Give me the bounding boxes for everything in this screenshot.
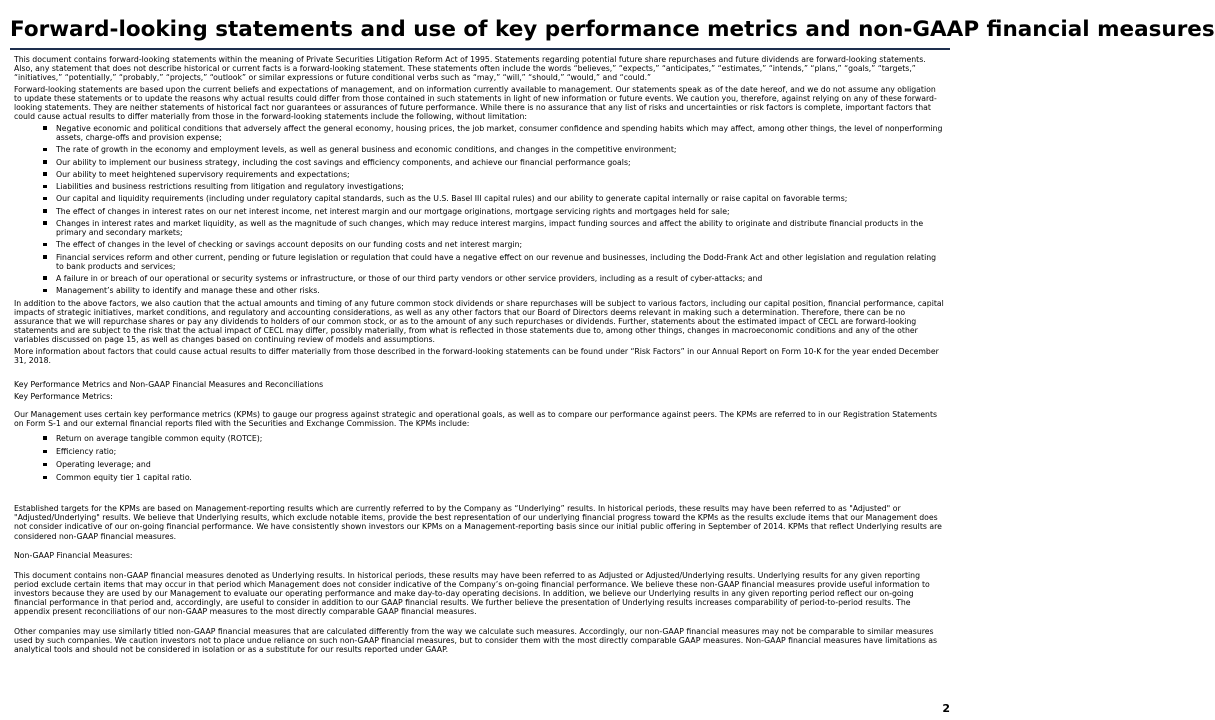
list-item: Liabilities and business restrictions resulting from litigation and regulatory investigations; — [56, 182, 944, 191]
non-gaap-heading: Non-GAAP Financial Measures: — [14, 551, 133, 561]
non-gaap-comparability-paragraph: Other companies may use similarly titled non-GAAP financial measures that are calculated differently from the way we calculate such measures. Accordingly, our non-GAAP financial measures may not be comparable to similar measures used by such companies. We caution investors not to place undue reliance on such non-GAAP financial measures, but to consider them with the most directly comparable GAAP measures. Non-GAAP financial measures have limitations as analytical tools and should not be considered in isolation or as a substitute for our results reported under GAAP. — [14, 627, 938, 655]
list-item: Changes in interest rates and market liquidity, as well as the magnitude of such changes, which may reduce interest margins, impact funding sources and affect the ability to originate and distribute financial products in the primary and secondary markets; — [56, 219, 944, 237]
list-item: Common equity tier 1 capital ratio. — [56, 473, 944, 482]
risk-factors-list — [14, 124, 944, 295]
kpm-list — [14, 434, 944, 482]
intro-paragraph: This document contains forward-looking statements within the meaning of Private Securities Litigation Reform Act of 1995. Statements regarding potential future share repurchases and future dividends are forward-looking statements. Also, any statement that does not describe historical or current facts is a forward-looking statement. These statements often include the words “believes,” “expects,” “anticipates,” “estimates,” “intends,” “plans,” “goals,” “targets,” “initiatives,” “potentially,” “probably,” “projects,” “outlook” or similar expressions or future conditional verbs such as “may,” “will,” “should,” “would,” and “could.” — [14, 55, 926, 83]
list-item: The effect of changes in the level of checking or savings account deposits on our funding costs and net interest margin; — [56, 240, 944, 249]
kpm-section-heading: Key Performance Metrics and Non-GAAP Financial Measures and Reconciliations — [14, 380, 324, 390]
title-divider — [10, 48, 950, 50]
document-body — [14, 55, 944, 657]
additional-factors-paragraph: In addition to the above factors, we also caution that the actual amounts and timing of any future common stock dividends or share repurchases will be subject to various factors, including our capital position, financial performance, capital impacts of strategic initiatives, market conditions, and regulatory and accounting considerations, as well as any other factors that our Board of Directors deems relevant in making such a determination. Therefore, there can be no assurance that we will repurchase shares or pay any dividends to holders of our common stock, or as to the amount of any such repurchases or dividends. Further, statements about the estimated impact of CECL are forward-looking statements and are subject to the risk that the actual impact of CECL may differ, possibly materially, from what is reflected in those statements due to, among other things, changes in macroeconomic conditions and any of the other variables discussed on page 15, as well as changes based on continuing review of models and assumptions. — [14, 298, 944, 344]
page-number: 2 — [942, 702, 950, 715]
list-item: Our ability to meet heightened supervisory requirements and expectations; — [56, 170, 944, 179]
list-item: The rate of growth in the economy and employment levels, as well as general business and economic conditions, and changes in the competitive environment; — [56, 145, 944, 154]
list-item: Operating leverage; and — [56, 460, 944, 469]
list-item: Efficiency ratio; — [56, 447, 944, 456]
kpm-subheading: Key Performance Metrics: — [14, 392, 113, 402]
list-item: Our ability to implement our business strategy, including the cost savings and efficiency components, and achieve our financial performance goals; — [56, 158, 944, 167]
list-item: The effect of changes in interest rates on our net interest income, net interest margin and our mortgage originations, mortgage servicing rights and mortgages held for sale; — [56, 207, 944, 216]
list-item: Financial services reform and other current, pending or future legislation or regulation that could have a negative effect on our revenue and businesses, including the Dodd-Frank Act and other legislation and regulation relating to bank products and services; — [56, 253, 944, 271]
kpm-targets-paragraph: Established targets for the KPMs are based on Management-reporting results which are currently referred to by the Company as “Underlying” results. In historical periods, these results may have been referred to as "Adjusted" or "Adjusted/Underlying" results. We believe that Underlying results, which exclude notable items, provide the best representation of our underlying financial progress toward the KPMs as the results exclude items that our Management does not consider indicative of our on-going financial performance. We have consistently shown investors our KPMs on a Management-reporting basis since our initial public offering in September of 2014. KPMs that reflect Underlying results are considered non-GAAP financial measures. — [14, 504, 942, 541]
non-gaap-paragraph: This document contains non-GAAP financial measures denoted as Underlying results. In historical periods, these results may have been referred to as Adjusted or Adjusted/Underlying results. Underlying results for any given reporting period exclude certain items that may occur in that period which Management does not consider indicative of the Company’s on-going financial performance. We believe these non-GAAP financial measures provide useful information to investors because they are used by our Management to evaluate our operating performance and make day-to-day operating decisions. In addition, we believe our Underlying results in any given reporting period reflect our on-going financial performance in that period and, accordingly, are useful to consider in addition to our GAAP financial results. We further believe the presentation of Underlying results increases comparability of period-to-period results. The appendix present reconciliations of our non-GAAP measures to the most directly comparable GAAP financial measures. — [14, 570, 930, 617]
list-item: Return on average tangible common equity (ROTCE); — [56, 434, 944, 443]
list-item: A failure in or breach of our operational or security systems or infrastructure, or those of our third party vendors or other service providers, including as a result of cyber-attacks; and — [56, 274, 944, 283]
page-title: Forward-looking statements and use of key performance metrics and non-GAAP financial measures — [10, 17, 1215, 42]
more-information-paragraph: More information about factors that could cause actual results to differ materially from those described in the forward-looking statements can be found under “Risk Factors” in our Annual Report on Form 10-K for the year ended December 31, 2018. — [14, 346, 939, 365]
list-item: Management’s ability to identify and manage these and other risks. — [56, 286, 944, 295]
basis-paragraph: Forward-looking statements are based upon the current beliefs and expectations of management, and on information currently available to management. Our statements speak as of the date hereof, and we do not assume any obligation to update these statements or to update the reasons why actual results could differ from those contained in such statements in light of new information or future events. We caution you, therefore, against relying on any of these forward-looking statements. They are neither statements of historical fact nor guarantees or assurances of future performance. While there is no assurance that any list of risks and uncertainties or risk factors is complete, important factors that could cause actual results to differ materially from those in the forward-looking statements include the following, without limitation: — [14, 84, 937, 122]
list-item: Negative economic and political conditions that adversely affect the general economy, housing prices, the job market, consumer confidence and spending habits which may affect, among other things, the level of nonperforming assets, charge-offs and provision expense; — [56, 123, 943, 142]
list-item: Our capital and liquidity requirements (including under regulatory capital standards, such as the U.S. Basel III capital rules) and our ability to generate capital internally or raise capital on favorable terms; — [56, 194, 944, 203]
kpm-intro-paragraph: Our Management uses certain key performance metrics (KPMs) to gauge our progress against strategic and operational goals, as well as to compare our performance against peers. The KPMs are referred to in our Registration Statements on Form S-1 and our external financial reports filed with the Securities and Exchange Commission. The KPMs include: — [14, 409, 938, 428]
